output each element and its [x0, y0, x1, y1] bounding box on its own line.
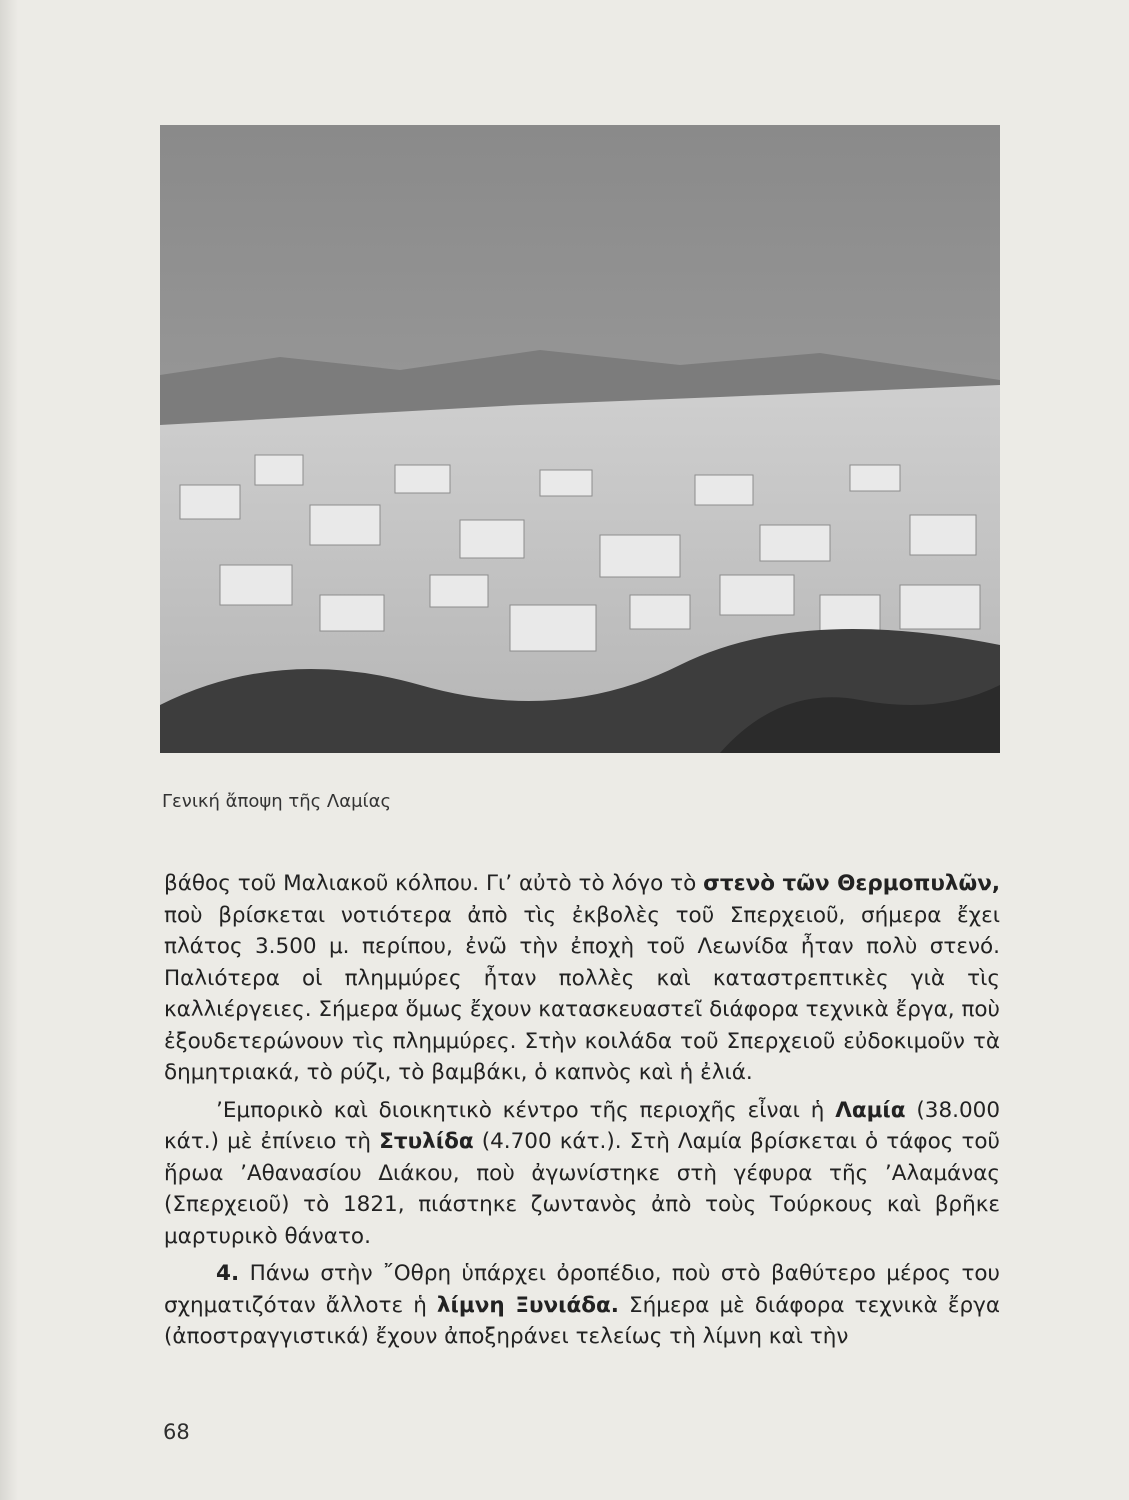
bold-term-limni-xyniada: λίμνη Ξυνιάδα.: [436, 1292, 619, 1318]
text-run: ’Εμπορικὸ καὶ διοικητικὸ κέντρο τῆς περιοχῆς εἶναι ἡ: [216, 1097, 836, 1123]
text-run: Σήμερα μὲ διάφορα τεχνικὰ ἔργα (ἀποστραγγιστικά) ἔχουν ἀποξηράνει τελείως τὴ λίμνη καὶ τὴν: [164, 1292, 1000, 1349]
bold-term-lamia: Λαμία: [835, 1097, 906, 1123]
bold-term-stylida: Στυλίδα: [379, 1129, 474, 1154]
body-text: [164, 868, 1000, 1353]
paragraph-2: [164, 1095, 1000, 1253]
text-run: βάθος τοῦ Μαλιακοῦ κόλπου. Γι’ αὐτὸ τὸ λόγο τὸ: [164, 871, 704, 896]
section-number: 4.: [216, 1261, 240, 1286]
paragraph-1: [164, 868, 1000, 1089]
bold-term-stenon-thermopylon: στενὸ τῶν Θερμοπυλῶν,: [703, 871, 1001, 896]
paragraph-3: [164, 1258, 1000, 1353]
text-run: Πάνω στὴν ῎Οθρη ὑπάρχει ὀροπέδιο, ποὺ στὸ βαθύτερο μέρος του σχηματιζόταν ἄλλοτε ἡ: [164, 1261, 1000, 1318]
text-run: (38.000 κάτ.) μὲ ἐπίνειο τὴ: [164, 1097, 1000, 1154]
page-number: 68: [163, 1420, 190, 1444]
page-edge-shadow: [0, 0, 18, 1500]
text-run: (4.700 κάτ.). Στὴ Λαμία βρίσκεται ὁ τάφος τοῦ ἥρωα ’Αθανασίου Διάκου, ποὺ ἀγωνίστηκε στὴ γέφυρα τῆς ’Αλαμάνας (Σπερχειοῦ) τὸ 1821, πιάστηκε ζωντανὸς ἀπὸ τοὺς Τούρκους καὶ βρῆκε μαρτυρικὸ θάνατο.: [164, 1129, 1000, 1249]
figure-photo-lamia: [160, 125, 1000, 753]
text-run: ποὺ βρίσκεται νοτιότερα ἀπὸ τὶς ἐκβολὲς τοῦ Σπερχειοῦ, σήμερα ἔχει πλάτος 3.500 μ. περίπου, ἐνῶ τὴν ἐποχὴ τοῦ Λεωνίδα ἦταν πολὺ στενό. Παλιότερα οἱ πλημμύρες ἦταν πολλὲς καὶ καταστρεπτικὲς γιὰ τὶς καλλιέργειες. Σήμερα ὅμως ἔχουν κατασκευαστεῖ διάφορα τεχνικὰ ἔργα, ποὺ ἐξουδετερώνουν τὶς πλημμύρες. Στὴν κοιλάδα τοῦ Σπερχειοῦ εὐδοκιμοῦν τὰ δημητριακά, τὸ ρύζι, τὸ βαμβάκι, ὁ καπνὸς καὶ ἡ ἐλιά.: [164, 902, 1001, 1085]
figure-caption: Γενική ἄποψη τῆς Λαμίας: [162, 791, 392, 812]
